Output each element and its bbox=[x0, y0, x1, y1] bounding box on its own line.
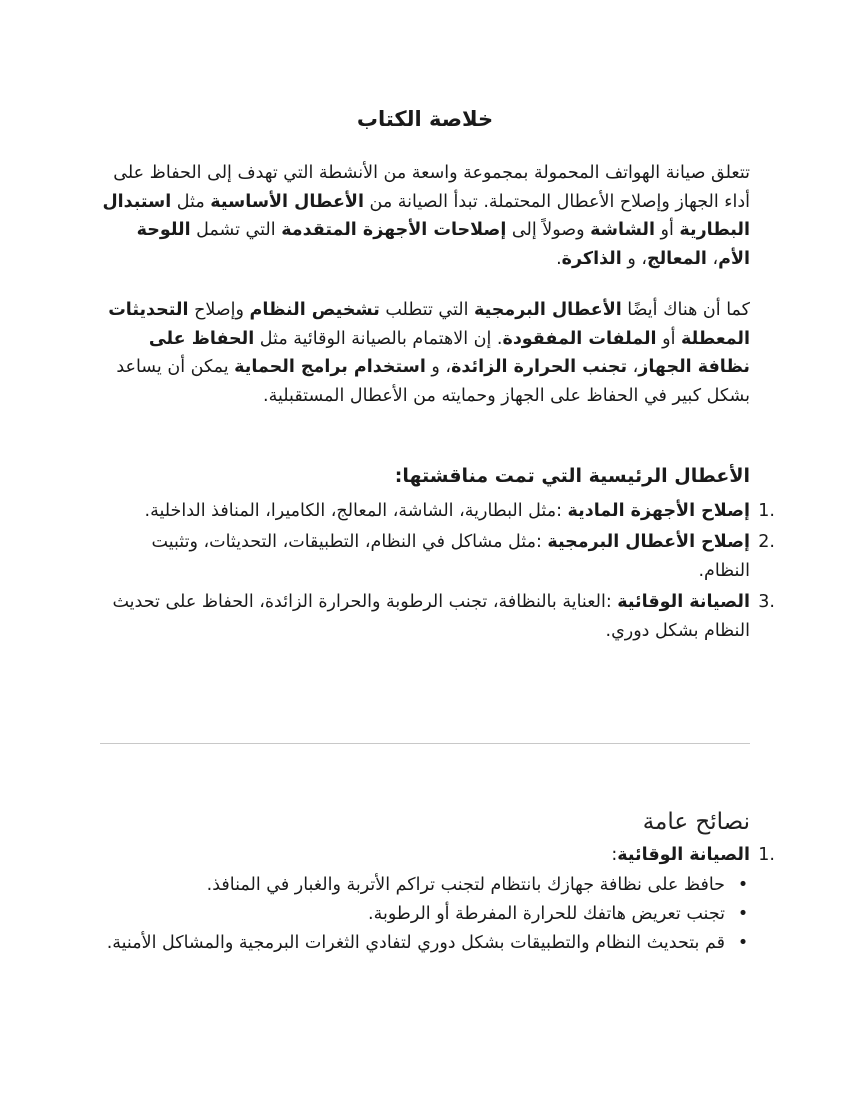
bold-text: تجنب الحرارة الزائدة bbox=[451, 357, 628, 377]
bold-text: التحديثات المعطلة bbox=[108, 300, 750, 349]
tip-text: حافظ على نظافة جهازك بانتظام لتجنب تراكم الأتربة والغبار في المنافذ. bbox=[206, 875, 725, 895]
list-item bbox=[100, 497, 775, 526]
text-run: يمكن أن يساعد بشكل كبير في الحفاظ على الجهاز وحمايته من الأعطال المستقبلية. bbox=[116, 357, 750, 406]
document-page bbox=[100, 0, 775, 1100]
bold-text: المعالج bbox=[646, 248, 707, 269]
issue-text: :مثل مشاكل في النظام، التطبيقات، التحديثات، وتثبيت النظام. bbox=[151, 532, 750, 581]
tips-heading: نصائح عامة bbox=[642, 809, 750, 835]
summary-paragraph-2 bbox=[100, 296, 750, 410]
text-run: أو bbox=[656, 328, 682, 349]
text-run: ، و bbox=[425, 357, 452, 377]
summary-paragraph-1 bbox=[100, 159, 750, 273]
text-run: التي تتطلب bbox=[379, 300, 475, 320]
text-run: وإصلاح bbox=[188, 300, 250, 320]
list-item bbox=[100, 900, 749, 929]
bold-text: الذاكرة bbox=[561, 248, 622, 269]
bullet-icon: • bbox=[737, 904, 749, 924]
issue-title: الصيانة الوقائية bbox=[617, 592, 750, 612]
list-number: 1. bbox=[758, 501, 775, 521]
text-run: ، و bbox=[621, 248, 647, 269]
issues-list bbox=[100, 497, 775, 648]
horizontal-divider bbox=[100, 743, 750, 744]
issue-title: إصلاح الأجهزة المادية bbox=[567, 501, 750, 521]
text-run: التي تشمل bbox=[190, 220, 282, 240]
tips-category bbox=[100, 841, 775, 869]
issues-heading: الأعطال الرئيسية التي تمت مناقشتها: bbox=[394, 465, 750, 487]
bold-text: الحفاظ على نظافة الجهاز bbox=[148, 328, 750, 377]
bold-text: الأعطال البرمجية bbox=[474, 300, 622, 320]
bullet-icon: • bbox=[737, 933, 749, 953]
issue-text: :مثل البطارية، الشاشة، المعالج، الكاميرا، المنافذ الداخلية. bbox=[144, 501, 568, 521]
tips-list bbox=[100, 871, 749, 958]
document-title: خلاصة الكتاب bbox=[356, 107, 494, 131]
text-run: أو bbox=[654, 220, 680, 240]
text-run: . bbox=[556, 248, 562, 269]
text-run: وصولاً إلى bbox=[506, 220, 591, 240]
bold-text: استخدام برامج الحماية bbox=[234, 357, 426, 377]
list-number: 2. bbox=[758, 532, 775, 552]
issue-title: إصلاح الأعطال البرمجية bbox=[547, 532, 750, 552]
text-run: مثل bbox=[171, 191, 211, 212]
bullet-icon: • bbox=[737, 875, 749, 895]
tips-category-title: الصيانة الوقائية bbox=[617, 845, 750, 865]
tip-text: تجنب تعريض هاتفك للحرارة المفرطة أو الرطوبة. bbox=[368, 904, 725, 924]
list-item bbox=[100, 588, 775, 646]
bold-text: الشاشة bbox=[590, 220, 655, 240]
text-run: . إن الاهتمام بالصيانة الوقائية مثل bbox=[254, 328, 503, 349]
list-item bbox=[100, 871, 749, 900]
list-item bbox=[100, 929, 749, 958]
text-run: ، bbox=[627, 357, 639, 377]
list-number: 1. bbox=[758, 845, 775, 865]
bold-text: تشخيص النظام bbox=[249, 300, 380, 320]
text-run: ، bbox=[706, 248, 719, 269]
bold-text: إصلاحات الأجهزة المتقدمة bbox=[281, 220, 507, 240]
bold-text: استبدال البطارية bbox=[102, 191, 750, 240]
tip-text: قم بتحديث النظام والتطبيقات بشكل دوري لتفادي الثغرات البرمجية والمشاكل الأمنية. bbox=[106, 933, 725, 953]
bold-text: الملفات المفقودة bbox=[502, 328, 657, 349]
text-run: كما أن هناك أيضًا bbox=[621, 300, 750, 320]
bold-text: الأعطال الأساسية bbox=[210, 191, 364, 212]
list-number: 3. bbox=[758, 592, 775, 612]
list-item bbox=[100, 528, 775, 586]
bold-text: اللوحة الأم bbox=[136, 220, 750, 269]
issue-text: :العناية بالنظافة، تجنب الرطوبة والحرارة الزائدة، الحفاظ على تحديث النظام بشكل دوري. bbox=[112, 592, 750, 641]
tips-category-colon: : bbox=[611, 845, 618, 865]
text-run: تتعلق صيانة الهواتف المحمولة بمجموعة واسعة من الأنشطة التي تهدف إلى الحفاظ على أداء الجهاز وإصلاح الأعطال المحتملة. تبدأ الصيانة من bbox=[113, 163, 750, 212]
